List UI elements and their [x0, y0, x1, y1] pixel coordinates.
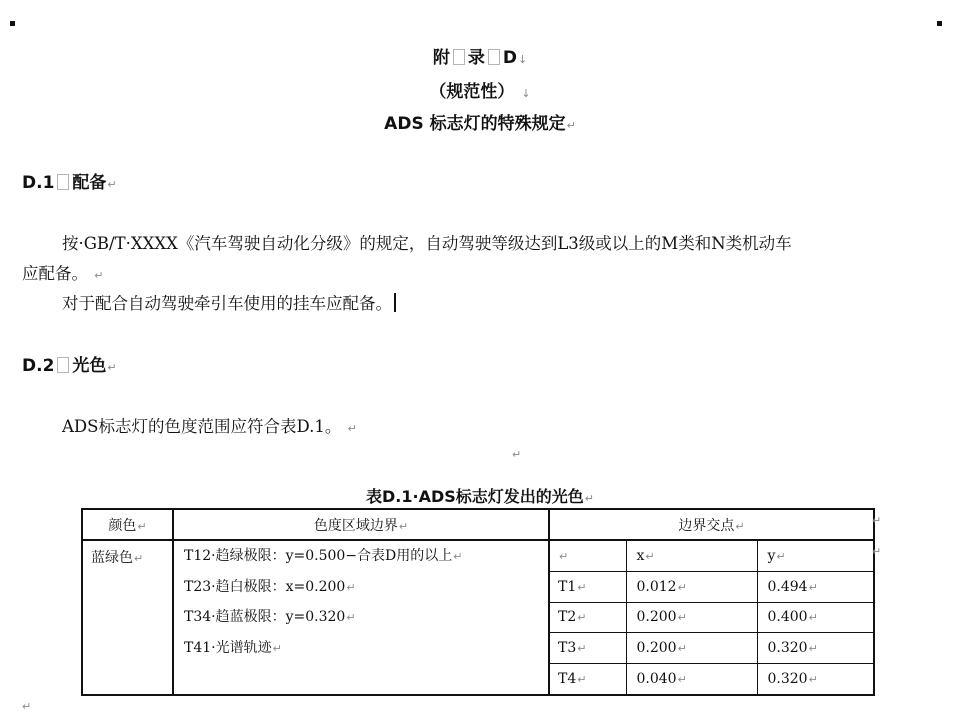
appendix-label: 附 录 D↓	[432, 48, 528, 68]
point-x: 0.012↵	[626, 572, 757, 603]
point-y: 0.494↵	[757, 572, 873, 603]
point-name: T1↵	[550, 572, 626, 603]
table-row	[82, 540, 874, 695]
table-row	[550, 602, 873, 633]
point-name: T2↵	[550, 602, 626, 633]
point-y: 0.320↵	[757, 663, 873, 694]
paragraph-d1-line1: 按·GB/T·XXXX《汽车驾驶自动化分级》的规定，自动驾驶等级达到L3级或以上的M类和N类机动车	[62, 234, 792, 253]
header-color: 颜色↵	[82, 509, 173, 540]
text-cursor	[394, 293, 396, 312]
table-caption: 表D.1·ADS标志灯发出的光色↵	[366, 487, 594, 506]
row-end-mark: ↵	[872, 545, 882, 558]
point-name: T3↵	[550, 633, 626, 664]
intersection-table	[550, 541, 873, 694]
color-table	[81, 508, 875, 696]
section-heading-d1: D.1 配备↵	[22, 173, 117, 193]
intersection-header-name: ↵	[559, 550, 569, 563]
point-y: 0.400↵	[757, 602, 873, 633]
table-row	[550, 663, 873, 694]
appendix-title: ADS 标志灯的特殊规定↵	[384, 114, 576, 134]
table-header-row	[82, 509, 874, 540]
header-intersections: 边界交点↵	[549, 509, 874, 540]
paragraph-mark: ↵	[512, 448, 522, 461]
boundary-t41: T41·光谱轨迹↵	[184, 639, 282, 656]
boundary-t23: T23·趋白极限：x=0.200↵	[184, 578, 356, 595]
point-x: 0.200↵	[626, 602, 757, 633]
point-x: 0.200↵	[626, 633, 757, 664]
section-heading-d2: D.2 光色↵	[22, 356, 117, 376]
paragraph-d1-trailer[interactable]: 对于配合自动驾驶牵引车使用的挂车应配备。	[62, 290, 396, 314]
intersection-header-x: x↵	[626, 541, 757, 572]
normative-label: （规范性） ↓	[429, 82, 531, 102]
cell-intersections	[549, 540, 874, 695]
boundary-t34: T34·趋蓝极限：y=0.320↵	[184, 609, 356, 625]
paragraph-d1-line2: 应配备。 ↵	[22, 264, 104, 283]
cell-boundaries	[173, 540, 549, 695]
table-row	[550, 572, 873, 603]
page-corner-mark-right	[937, 21, 942, 26]
intersection-header-row	[550, 541, 873, 572]
cell-color: 蓝绿色↵	[82, 540, 173, 695]
intersection-header-y: y↵	[757, 541, 873, 572]
paragraph-mark-end: ↵	[22, 700, 32, 713]
header-boundaries: 色度区域边界↵	[173, 509, 549, 540]
point-y: 0.320↵	[757, 633, 873, 664]
table-row	[550, 633, 873, 664]
boundary-t12: T12·趋绿极限：y=0.500−合表D用的以上↵	[184, 548, 463, 564]
point-name: T4↵	[550, 663, 626, 694]
page-corner-mark-left	[10, 21, 15, 26]
row-end-mark: ↵	[872, 514, 882, 527]
paragraph-d2: ADS标志灯的色度范围应符合表D.1。 ↵	[62, 417, 357, 436]
point-x: 0.040↵	[626, 663, 757, 694]
